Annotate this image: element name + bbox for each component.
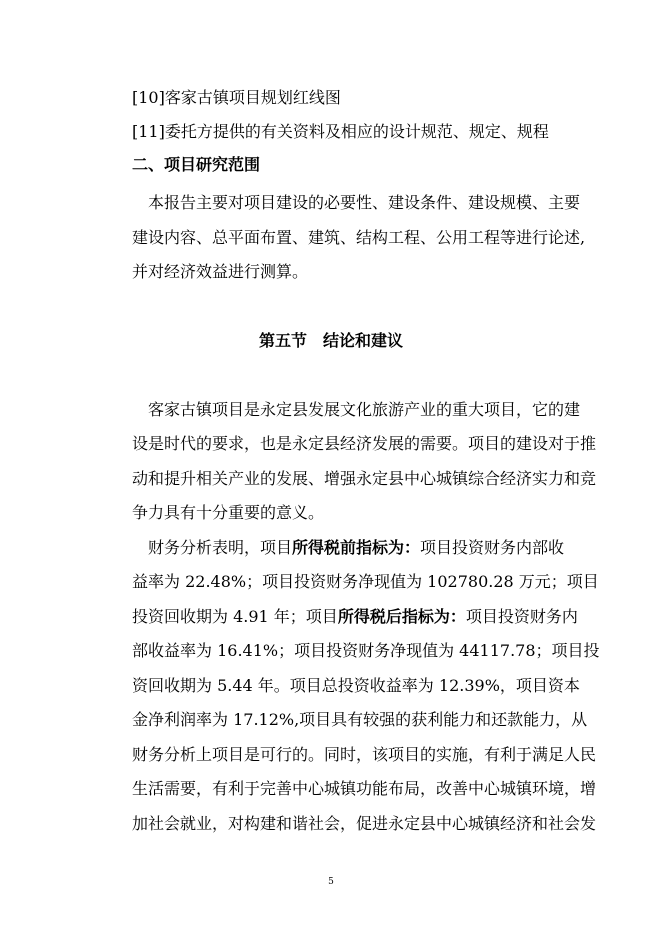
bold-text-run: 所得税前指标为： — [292, 538, 421, 557]
paragraph-line: 生活需要，有利于完善中心城镇功能布局，改善中心城镇环境，增 — [132, 779, 597, 798]
text-run: 投资回收期为 4.91 年；项目 — [132, 607, 338, 626]
paragraph-line: 动和提升相关产业的发展、增强永定县中心城镇综合经济实力和竞 — [132, 469, 597, 488]
paragraph-line — [148, 538, 568, 558]
paragraph-line: 加社会就业，对构建和谐社会，促进永定县中心城镇经济和社会发 — [132, 814, 597, 833]
paragraph-line: 设是时代的要求，也是永定县经济发展的需要。项目的建设对于推 — [132, 434, 597, 453]
paragraph-line: 客家古镇项目是永定县发展文化旅游产业的重大项目，它的建 — [148, 400, 581, 419]
text-run: 项目投资财务内部收 — [420, 538, 565, 557]
paragraph-line — [132, 607, 578, 627]
paragraph-line: 本报告主要对项目建设的必要性、建设条件、建设规模、主要 — [148, 193, 581, 212]
text-run: 财务分析表明，项目 — [148, 538, 293, 557]
paragraph-line: 资回收期为 5.44 年。项目总投资收益率为 12.39%，项目资本 — [132, 676, 580, 695]
paragraph-line: 财务分析上项目是可行的。同时，该项目的实施，有利于满足人民 — [132, 745, 597, 764]
list-item-11: [11]委托方提供的有关资料及相应的设计规范、规定、规程 — [132, 122, 549, 141]
page-number: 5 — [328, 877, 334, 887]
chapter-title: 第五节 结论和建议 — [258, 331, 403, 350]
paragraph-line: 并对经济效益进行测算。 — [132, 262, 309, 281]
list-item-10: [10]客家古镇项目规划红线图 — [132, 88, 341, 107]
section-heading: 二、项目研究范围 — [132, 155, 261, 174]
paragraph-line: 部收益率为 16.41%；项目投资财务净现值为 44117.78；项目投 — [132, 641, 600, 660]
paragraph-line: 建设内容、总平面布置、建筑、结构工程、公用工程等进行论述, — [132, 228, 586, 247]
paragraph-line: 金净利润率为 17.12%,项目具有较强的获利能力和还款能力，从 — [132, 710, 588, 729]
text-run: 项目投资财务内 — [465, 607, 578, 626]
bold-text-run: 所得税后指标为： — [337, 607, 466, 626]
paragraph-line: 益率为 22.48%；项目投资财务净现值为 102780.28 万元；项目 — [132, 572, 599, 591]
paragraph-line: 争力具有十分重要的意义。 — [132, 503, 325, 522]
